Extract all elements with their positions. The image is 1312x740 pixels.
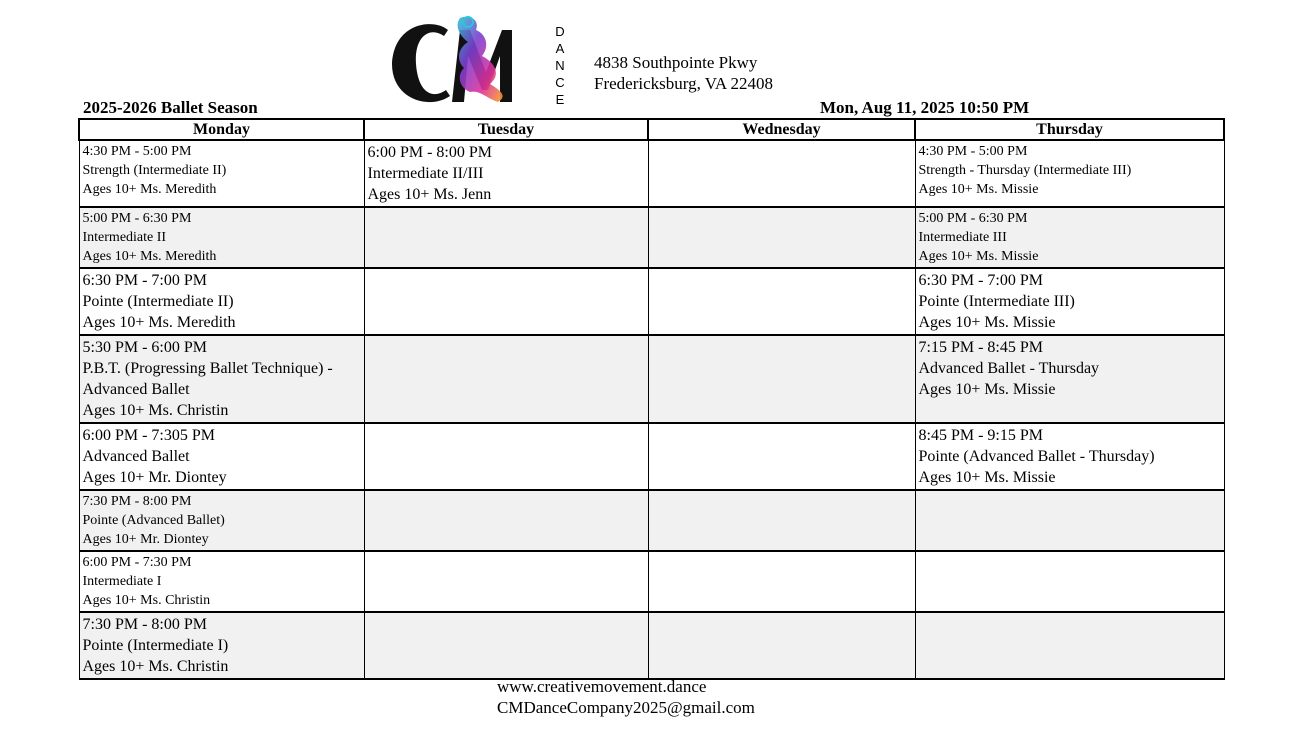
empty-cell-wednesday (648, 423, 915, 490)
empty-cell-wednesday (648, 268, 915, 335)
empty-cell-thursday (915, 490, 1224, 551)
empty-cell-tuesday (364, 551, 648, 612)
class-cell-tuesday (364, 140, 648, 207)
print-datetime: Mon, Aug 11, 2025 10:50 PM (820, 98, 1030, 117)
class-time: 6:00 PM - 8:00 PM (367, 144, 492, 161)
class-time: 6:30 PM - 7:00 PM (918, 272, 1043, 289)
class-name: Intermediate III (918, 230, 1007, 245)
class-info: Ages 10+ Mr. Diontey (82, 532, 209, 547)
class-time: 7:30 PM - 8:00 PM (82, 494, 192, 509)
class-name: Pointe (Intermediate II) (82, 293, 234, 310)
empty-cell-wednesday (648, 551, 915, 612)
class-info: Ages 10+ Ms. Missie (918, 314, 1056, 331)
class-info: Ages 10+ Ms. Meredith (82, 182, 217, 197)
empty-cell-wednesday (648, 140, 915, 207)
website-link[interactable]: www.creativemovement.dance (497, 677, 707, 696)
class-info: Ages 10+ Ms. Meredith (82, 249, 217, 264)
email-link[interactable]: CMDanceCompany2025@gmail.com (497, 698, 755, 717)
class-info: Ages 10+ Ms. Missie (918, 469, 1056, 486)
class-name: Pointe (Advanced Ballet - Thursday) (918, 448, 1155, 465)
company-logo (390, 12, 570, 108)
class-time: 5:30 PM - 6:00 PM (82, 339, 207, 356)
class-time: 7:30 PM - 8:00 PM (82, 616, 207, 633)
column-header-tuesday: Tuesday (364, 119, 648, 140)
logo-letter: N (555, 58, 565, 73)
empty-cell-tuesday (364, 207, 648, 268)
class-time: 8:45 PM - 9:15 PM (918, 427, 1043, 444)
class-info: Ages 10+ Ms. Christin (82, 593, 211, 608)
column-header-thursday: Thursday (915, 119, 1224, 140)
class-name: Strength (Intermediate II) (82, 163, 227, 178)
class-time: 6:00 PM - 7:30 PM (82, 555, 192, 570)
class-time: 7:15 PM - 8:45 PM (918, 339, 1043, 356)
class-cell-thursday (915, 268, 1224, 335)
footer-contact (497, 676, 755, 718)
class-info: Ages 10+ Ms. Meredith (82, 314, 236, 331)
class-cell-monday (79, 551, 364, 612)
empty-cell-thursday (915, 612, 1224, 679)
class-cell-monday (79, 140, 364, 207)
table-row (79, 423, 1224, 490)
empty-cell-wednesday (648, 490, 915, 551)
class-info: Ages 10+ Ms. Missie (918, 249, 1039, 264)
class-cell-monday (79, 423, 364, 490)
class-cell-monday (79, 268, 364, 335)
table-header-row (79, 119, 1224, 140)
class-name: Intermediate II/III (367, 165, 484, 182)
table-row (79, 140, 1224, 207)
table-row (79, 335, 1224, 423)
class-name: Pointe (Intermediate I) (82, 637, 229, 654)
class-info: Ages 10+ Ms. Missie (918, 182, 1039, 197)
class-name: Pointe (Advanced Ballet) (82, 513, 225, 528)
empty-cell-tuesday (364, 490, 648, 551)
season-title: 2025-2026 Ballet Season (83, 98, 258, 117)
class-time: 4:30 PM - 5:00 PM (918, 144, 1028, 159)
table-row (79, 490, 1224, 551)
class-time: 5:00 PM - 6:30 PM (918, 211, 1028, 226)
empty-cell-wednesday (648, 207, 915, 268)
class-info: Ages 10+ Ms. Missie (918, 381, 1056, 398)
empty-cell-wednesday (648, 612, 915, 679)
logo-letter: E (555, 92, 565, 107)
empty-cell-tuesday (364, 268, 648, 335)
column-header-monday: Monday (79, 119, 364, 140)
class-time: 4:30 PM - 5:00 PM (82, 144, 192, 159)
address-line-1: 4838 Southpointe Pkwy (594, 53, 758, 72)
table-row (79, 612, 1224, 679)
empty-cell-wednesday (648, 335, 915, 423)
logo-letter: C (555, 75, 565, 90)
class-cell-thursday (915, 207, 1224, 268)
logo-letter: D (555, 24, 565, 39)
empty-cell-tuesday (364, 612, 648, 679)
table-row (79, 268, 1224, 335)
class-time: 6:30 PM - 7:00 PM (82, 272, 207, 289)
class-name: Strength - Thursday (Intermediate III) (918, 163, 1132, 178)
logo-letter: A (555, 41, 565, 56)
schedule-table (78, 118, 1225, 680)
class-cell-monday (79, 335, 364, 423)
class-time: 5:00 PM - 6:30 PM (82, 211, 192, 226)
cm-dance-logo-icon (390, 12, 570, 108)
table-row (79, 551, 1224, 612)
class-info: Ages 10+ Mr. Diontey (82, 469, 227, 486)
studio-address (594, 52, 773, 94)
class-name: Intermediate II (82, 230, 167, 245)
table-row (79, 207, 1224, 268)
class-cell-thursday (915, 335, 1224, 423)
class-info: Ages 10+ Ms. Christin (82, 658, 229, 675)
class-name: Advanced Ballet (82, 448, 190, 465)
class-cell-monday (79, 207, 364, 268)
empty-cell-thursday (915, 551, 1224, 612)
class-cell-monday (79, 490, 364, 551)
class-name: Pointe (Intermediate III) (918, 293, 1075, 310)
class-cell-thursday (915, 140, 1224, 207)
class-cell-monday (79, 612, 364, 679)
class-name: Advanced Ballet - Thursday (918, 360, 1100, 377)
class-name: Intermediate I (82, 574, 162, 589)
address-line-2: Fredericksburg, VA 22408 (594, 74, 773, 93)
class-info: Ages 10+ Ms. Christin (82, 402, 229, 419)
class-cell-thursday (915, 423, 1224, 490)
column-header-wednesday: Wednesday (648, 119, 915, 140)
class-time: 6:00 PM - 7:305 PM (82, 427, 215, 444)
class-info: Ages 10+ Ms. Jenn (367, 186, 492, 203)
class-name: P.B.T. (Progressing Ballet Technique) - Advanced Ballet (82, 360, 333, 398)
empty-cell-tuesday (364, 335, 648, 423)
empty-cell-tuesday (364, 423, 648, 490)
